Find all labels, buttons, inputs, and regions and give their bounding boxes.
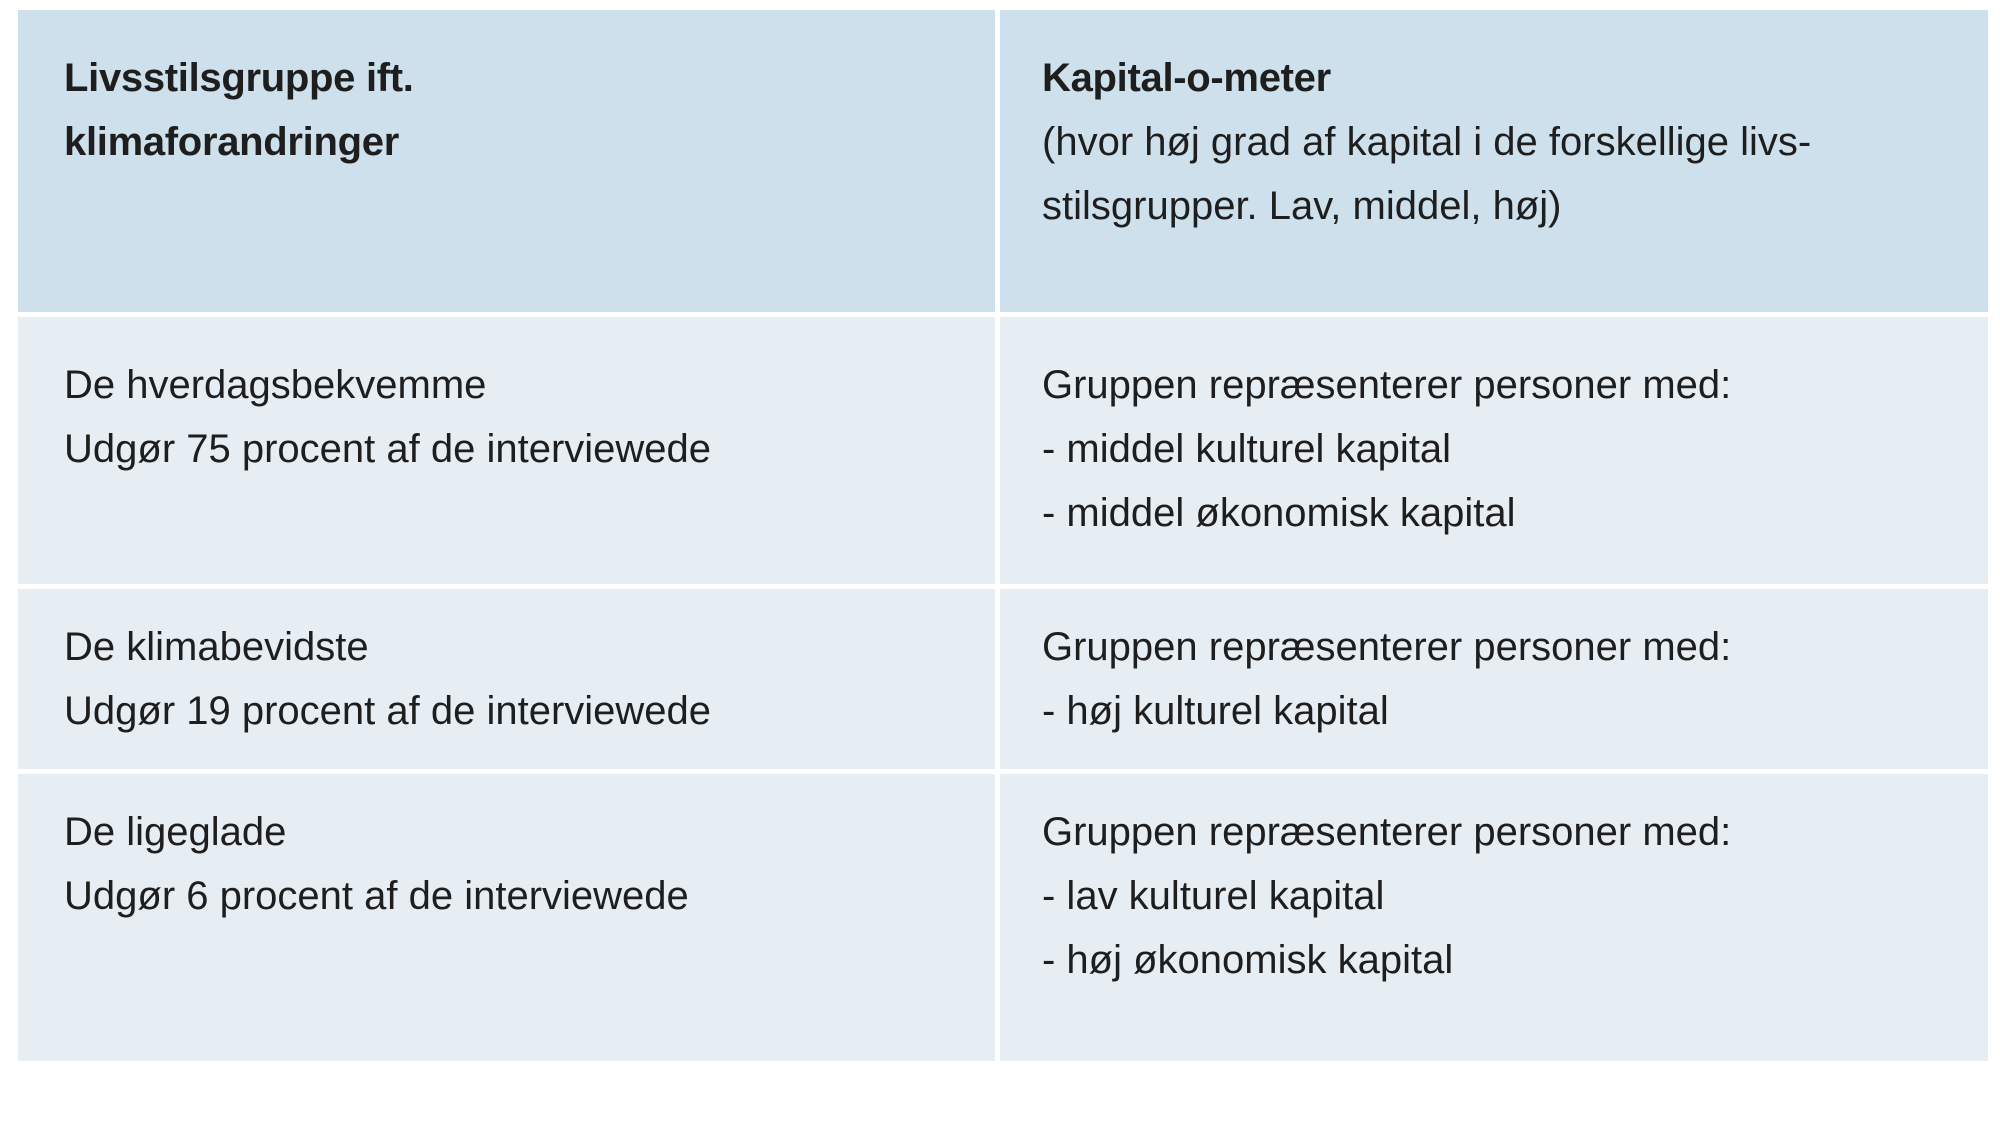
capital-item: - middel økonomisk kapital: [1042, 491, 1516, 535]
table-row-1-capital-cell: [1000, 317, 1988, 589]
capital-item: - middel kulturel kapital: [1042, 427, 1452, 471]
capital-item: - lav kulturel kapital: [1042, 874, 1385, 918]
table-row-3-capital-cell: [1000, 774, 1988, 1066]
header-col1-line2: klimaforandringer: [64, 120, 399, 164]
lifestyle-capital-table: [18, 10, 1988, 1066]
group-share: Udgør 75 procent af de interviewede: [64, 427, 712, 471]
header-col2-title: Kapital-o-meter: [1042, 56, 1331, 100]
group-name: De klimabevidste: [64, 625, 369, 669]
capital-intro: Gruppen repræsenterer personer med:: [1042, 810, 1732, 854]
group-name: De hverdagsbekvemme: [64, 363, 487, 407]
header-col2-line2: stilsgrupper. Lav, middel, høj): [1042, 184, 1562, 228]
header-col2-line1: (hvor høj grad af kapital i de forskellige livs-: [1042, 120, 1812, 164]
group-share: Udgør 6 procent af de interviewede: [64, 874, 689, 918]
header-cell-capital-meter: [1000, 10, 1988, 317]
header-cell-lifestyle-group: [18, 10, 1000, 317]
capital-intro: Gruppen repræsenterer personer med:: [1042, 625, 1732, 669]
group-name: De ligeglade: [64, 810, 287, 854]
table-row-2-capital-cell: [1000, 589, 1988, 774]
capital-intro: Gruppen repræsenterer personer med:: [1042, 363, 1732, 407]
table-row-2-group-cell: [18, 589, 1000, 774]
capital-item: - høj økonomisk kapital: [1042, 938, 1454, 982]
table-row-3-group-cell: [18, 774, 1000, 1066]
group-share: Udgør 19 procent af de interviewede: [64, 689, 712, 733]
table-row-1-group-cell: [18, 317, 1000, 589]
header-col1-line1: Livsstilsgruppe ift.: [64, 56, 414, 100]
capital-item: - høj kulturel kapital: [1042, 689, 1389, 733]
